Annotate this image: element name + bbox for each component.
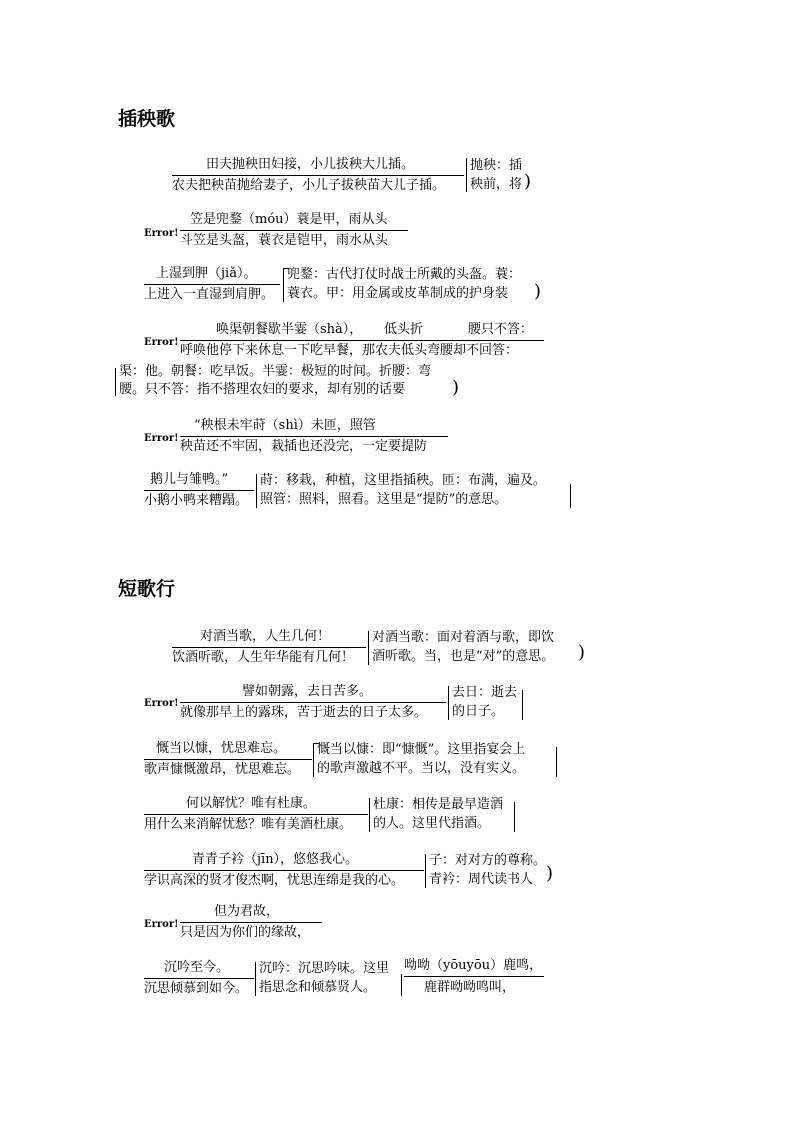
translation-line: 鹿群呦呦鸣叫，: [424, 980, 516, 995]
error-marker: Error!: [144, 228, 179, 239]
closing-paren: ): [534, 281, 542, 302]
divider-line: [144, 759, 312, 760]
translation-line: 上进入一直湿到肩胛。: [144, 287, 275, 302]
note-bracket-end: [514, 802, 515, 832]
note-line: 蓑衣。甲：用金属或皮革制成的护身装: [287, 286, 509, 301]
divider-line: [404, 976, 544, 977]
divider-line: [180, 436, 448, 437]
poem-line: 腰只不答：: [468, 322, 534, 337]
note-line: 渠：他。朝餐：吃早饭。半霎：极短的时间。折腰：弯: [119, 364, 432, 379]
translation-line: 只是因为你们的缘故，: [180, 925, 311, 940]
note-bracket: [313, 743, 314, 777]
translation-line: 呼唤他停下来休息一下吃早餐，那农夫低头弯腰却不回答：: [180, 343, 519, 358]
divider-line: [172, 647, 366, 648]
note-line: 慨当以慷：即“慷慨”。这里指宴会上: [317, 742, 526, 757]
note-line: 秧前，将: [470, 177, 523, 192]
note-line: 兜鍪：古代打仗时战士所戴的头盔。蓑：: [287, 267, 522, 282]
poem-line: 但为君故，: [214, 904, 280, 919]
translation-line: 沉思倾慕到如今。: [144, 981, 249, 996]
note-line: 抛秧：插: [470, 158, 523, 173]
translation-line: 就像那早上的露珠，苦于逝去的日子太多。: [180, 705, 428, 720]
divider-line: [144, 490, 254, 491]
note-line: 杜康：相传是最早造酒: [373, 797, 504, 812]
poem-line: “秧根未牢莳（shì）未匝，照管: [194, 418, 376, 433]
poem-line: 何以解忧？唯有杜康。: [186, 796, 317, 811]
note-bracket: [401, 974, 402, 996]
divider-line: [144, 978, 254, 979]
note-bracket: [256, 474, 257, 508]
note-line: 的人。这里代指酒。: [373, 816, 491, 831]
translation-line: 秧苗还不牢固，栽插也还没完，一定要提防: [180, 439, 428, 454]
translation-line: 学识高深的贤才俊杰啊，忧思连绵是我的心。: [144, 873, 405, 888]
divider-line: [144, 870, 424, 871]
divider-line: [172, 175, 464, 176]
note-bracket: [369, 798, 370, 832]
closing-paren: ): [546, 863, 554, 884]
note-line: 腰。只不答：指不搭理农妇的要求，却有别的话要: [119, 382, 406, 397]
divider-line: [180, 340, 544, 341]
poem-line: 青青子衿（jīn），悠悠我心。: [192, 852, 359, 867]
poem-line: 笠是兜鍪（móu）蓑是甲，雨从头: [190, 212, 388, 227]
poem-line: 呦呦（yōuyōu）鹿鸣，: [404, 958, 543, 973]
note-line: 莳：移栽，种植，这里指插秧。匝：布满，遍及。: [260, 473, 547, 488]
error-marker: Error!: [144, 919, 179, 930]
note-bracket: [283, 268, 284, 302]
note-line: 去日：逝去: [452, 685, 518, 700]
note-bracket: [448, 686, 449, 720]
note-line: 沉吟：沉思吟味。这里: [259, 961, 390, 976]
note-line: 酒听歌。当，也是“对”的意思。: [372, 649, 555, 664]
divider-line: [180, 702, 446, 703]
poem-line: 沉吟至今。: [164, 960, 230, 975]
note-bracket: [255, 962, 256, 996]
note-line: 青衿：周代读书人: [429, 872, 534, 887]
note-bracket: [466, 158, 467, 192]
translation-line: 用什么来消解忧愁？唯有美酒杜康。: [144, 817, 353, 832]
translation-line: 斗笠是头盔，蓑衣是铠甲，雨水从头: [180, 233, 389, 248]
poem-line: 譬如朝露，去日苦多。: [242, 684, 373, 699]
poem-line: 对酒当歌，人生几何！: [200, 629, 331, 644]
poem-line: 上湿到胛（jiǎ）。: [156, 266, 257, 281]
divider-line: [180, 922, 322, 923]
poem-title-2: 短歌行: [118, 578, 176, 600]
note-bracket: [425, 854, 426, 888]
translation-line: 农夫把秧苗抛给妻子，小儿子拔秧苗大儿子插。: [172, 178, 446, 193]
translation-line: 饮酒听歌，人生年华能有几何！: [172, 650, 355, 665]
note-bracket: [368, 631, 369, 665]
closing-paren: ): [578, 642, 586, 663]
poem-line: 唤渠朝餐歇半霎（shà），: [216, 322, 363, 337]
note-bracket: [115, 368, 116, 396]
note-line: 的日子。: [452, 704, 505, 719]
poem-line: 田夫抛秧田妇接，小儿拔秧大儿插。: [206, 157, 415, 172]
divider-line: [180, 230, 408, 231]
translation-line: 歌声慷慨激昂，忧思难忘。: [144, 762, 301, 777]
note-line: 对酒当歌：面对着酒与歌，即饮: [372, 630, 555, 645]
note-bracket-end: [556, 747, 557, 777]
poem-line: 慨当以慷，忧思难忘。: [156, 741, 287, 756]
note-bracket-end: [522, 690, 523, 720]
note-line: 照管：照料，照看。这里是“提防”的意思。: [260, 492, 508, 507]
error-marker: Error!: [144, 337, 179, 348]
closing-paren: ): [452, 377, 460, 398]
note-line: 子：对对方的尊称。: [429, 853, 547, 868]
translation-line: 小鹅小鸭来糟蹋。: [144, 493, 249, 508]
note-line: 的歌声激越不平。当以，没有实义。: [317, 761, 526, 776]
divider-line: [144, 284, 280, 285]
poem-title-1: 插秧歌: [118, 108, 176, 130]
poem-line: 低头折: [384, 322, 424, 337]
note-bracket-end: [570, 484, 571, 508]
poem-line: 鹅儿与雏鸭。”: [150, 472, 229, 487]
divider-line: [144, 814, 368, 815]
error-marker: Error!: [144, 698, 179, 709]
note-line: 指思念和倾慕贤人。: [259, 980, 377, 995]
closing-paren: ): [524, 171, 532, 192]
error-marker: Error!: [144, 433, 179, 444]
